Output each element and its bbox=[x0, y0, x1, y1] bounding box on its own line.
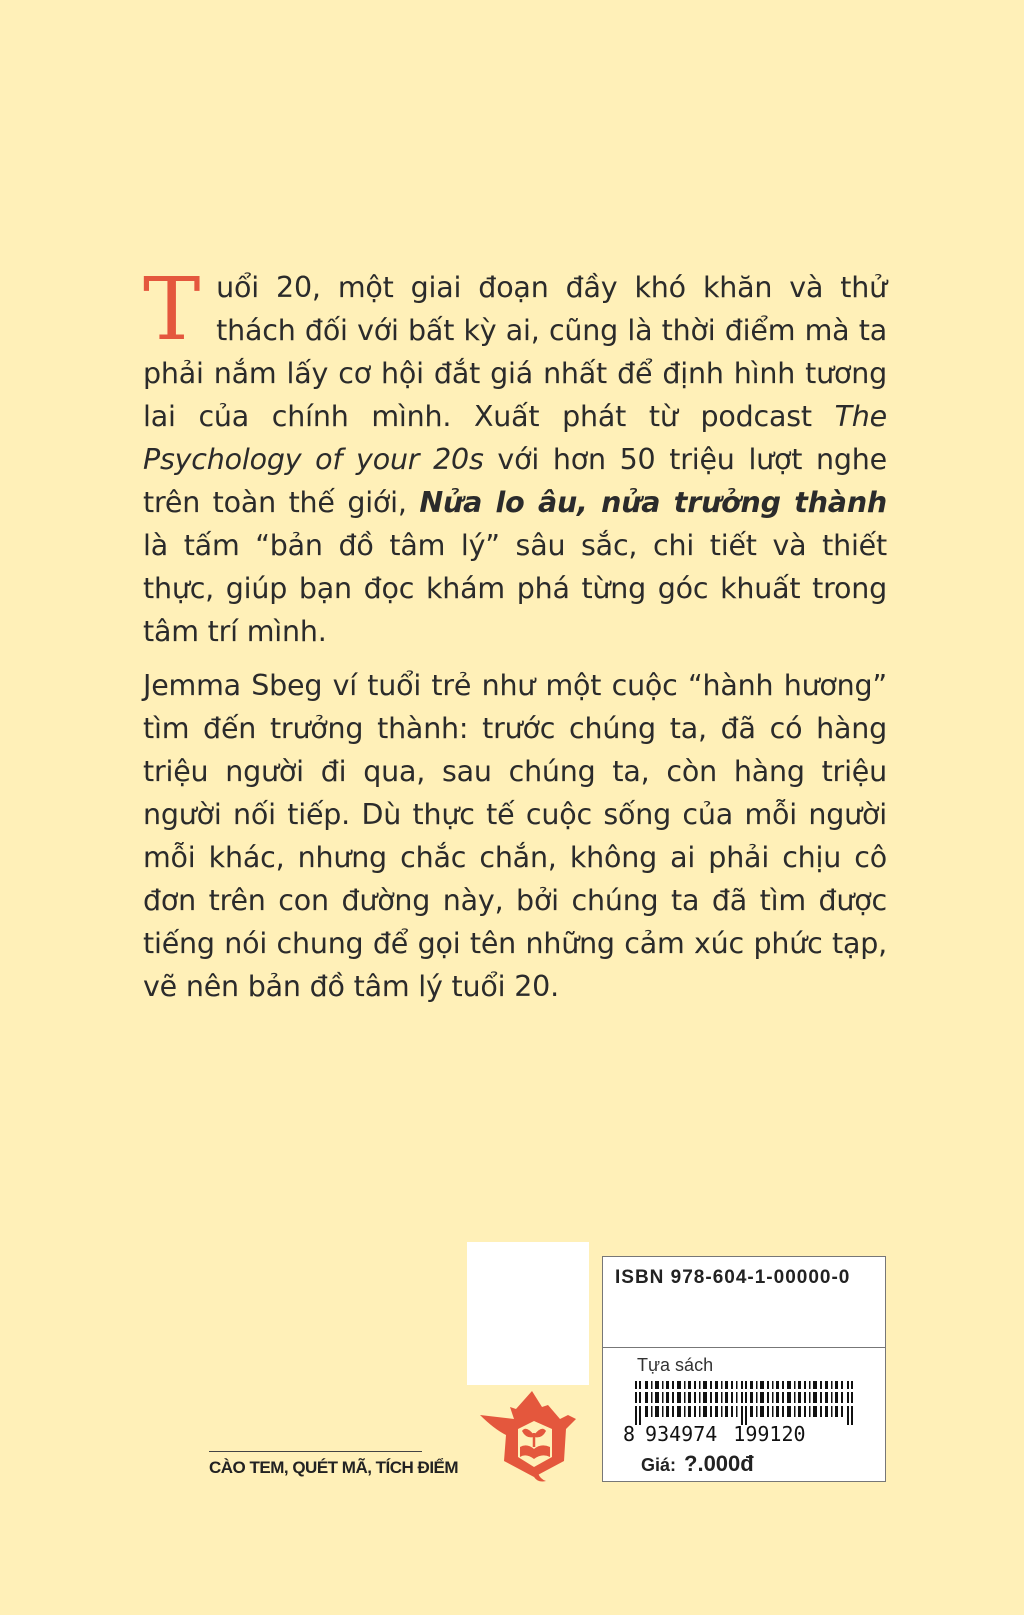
book-title: Nửa lo âu, nửa trưởng thành bbox=[419, 486, 887, 519]
isbn-divider bbox=[603, 1347, 885, 1348]
barcode bbox=[635, 1381, 865, 1427]
ean-left-group: 934974 bbox=[645, 1422, 718, 1446]
scan-label: CÀO TEM, QUÉT MÃ, TÍCH ĐIỂM bbox=[209, 1458, 459, 1477]
blurb-paragraph-2: Jemma Sbeg ví tuổi trẻ như một cuộc “hành hương” tìm đến trưởng thành: trước chúng ta, đã có hàng triệu người đi qua, sau chúng ta, còn hàng triệu người nối tiếp. Dù thực tế cuộc sống của mỗi người mỗi khác, nhưng chắc chắn, không ai phải chịu cô đơn trên con đường này, bởi chúng ta đã tìm được tiếng nói chung để gọi tên những cảm xúc phức tạp, vẽ nên bản đồ tâm lý tuổi 20. bbox=[143, 669, 887, 1003]
ean-first-digit: 8 bbox=[623, 1422, 636, 1446]
ean-digits bbox=[623, 1422, 806, 1446]
drop-cap: T bbox=[143, 260, 201, 360]
blurb bbox=[143, 260, 888, 1008]
price-label: Giá: bbox=[641, 1455, 677, 1475]
ean-right-group: 199120 bbox=[733, 1422, 806, 1446]
price-value: ?.000đ bbox=[684, 1451, 754, 1476]
blurb-text: là tấm “bản đồ tâm lý” sâu sắc, chi tiết và thiết thực, giúp bạn đọc khám phá từng góc khuất trong tâm trí mình. bbox=[143, 529, 887, 648]
publisher-logo-icon bbox=[476, 1385, 586, 1485]
blurb-text: với hơn 50 triệu lượt nghe trên toàn thế giới, bbox=[143, 443, 888, 519]
isbn-number: ISBN 978-604-1-00000-0 bbox=[615, 1267, 851, 1288]
isbn-box bbox=[602, 1256, 886, 1482]
blurb-paragraph-1 bbox=[143, 260, 888, 653]
podcast-title: The Psychology of your 20s bbox=[143, 400, 887, 476]
price bbox=[641, 1451, 754, 1477]
title-label: Tựa sách bbox=[637, 1355, 714, 1375]
blurb-text: uổi 20, một giai đoạn đầy khó khăn và thử thách đối với bất kỳ ai, cũng là thời điểm mà ta phải nắm lấy cơ hội đắt giá nhất để định hình tương lai của chính mình. Xuất phát từ podcast bbox=[143, 271, 887, 433]
scratch-sticker-area bbox=[467, 1242, 589, 1385]
scan-label-rule bbox=[209, 1451, 422, 1452]
